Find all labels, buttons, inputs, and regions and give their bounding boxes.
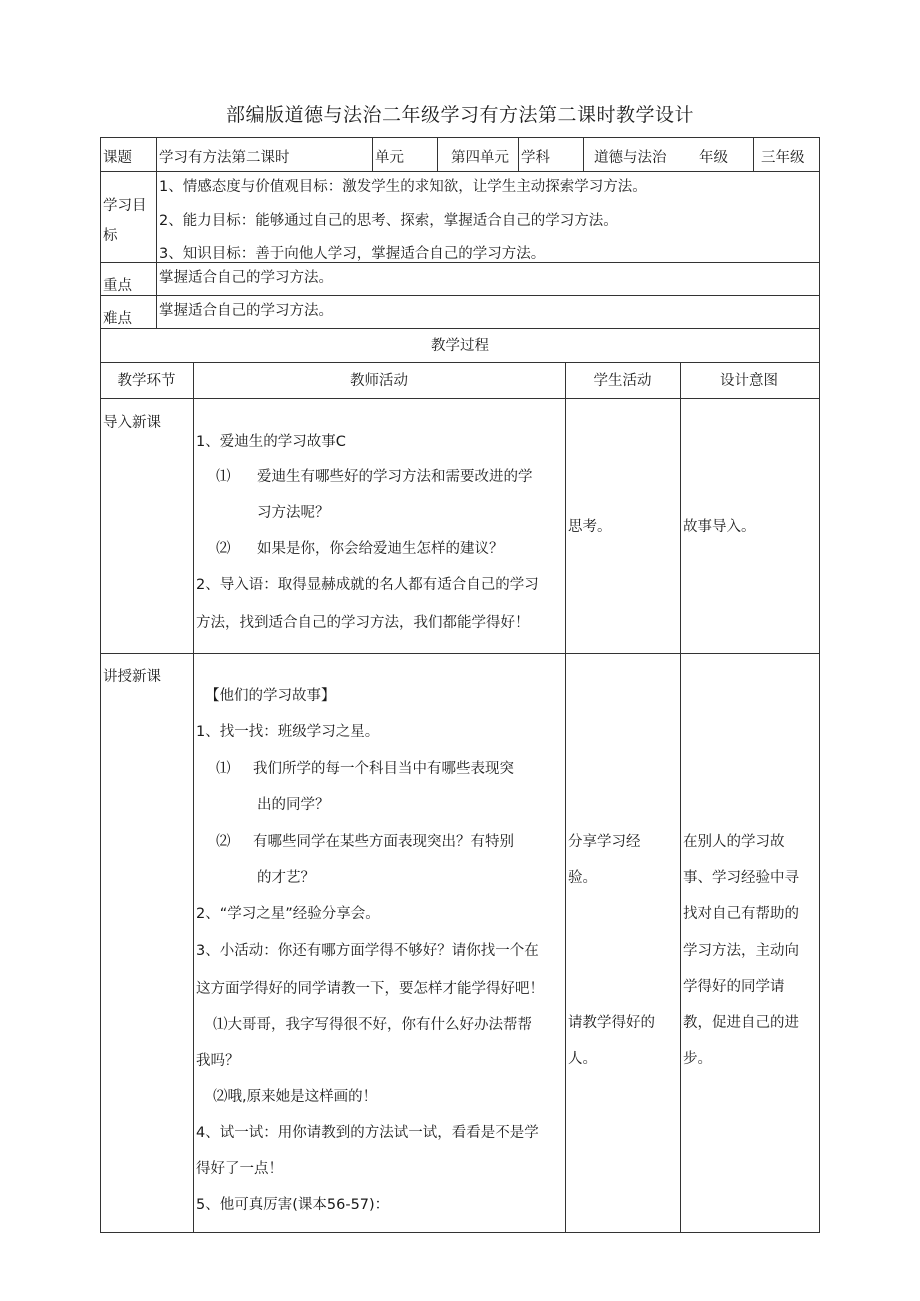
row-divider bbox=[100, 171, 820, 172]
col-divider bbox=[437, 137, 438, 172]
col-divider bbox=[680, 362, 681, 1232]
teacher-line: 习方法呢？ bbox=[257, 505, 330, 521]
row-divider bbox=[100, 295, 820, 296]
teacher-line: 1、爱迪生的学习故事C bbox=[196, 434, 346, 450]
teacher-line: 这方面学得好的同学请教一下，要怎样才能学得好吧！ bbox=[196, 981, 544, 997]
teacher-line: 3、小活动：你还有哪方面学得不够好？请你找一个在 bbox=[196, 943, 539, 959]
teacher-line: 有哪些同学在某些方面表现突出？有特别 bbox=[253, 834, 514, 850]
teacher-line: 方法，找到适合自己的学习方法，我们都能学得好！ bbox=[196, 615, 530, 631]
objectives-label: 标 bbox=[103, 228, 118, 244]
col-divider bbox=[518, 137, 519, 172]
column-header: 设计意图 bbox=[720, 373, 778, 389]
unit-value: 第四单元 bbox=[451, 150, 509, 166]
teacher-line: ⑴大哥哥，我字写得很不好，你有什么好办法帮帮 bbox=[213, 1017, 532, 1033]
design-intent: 教，促进自己的进 bbox=[683, 1015, 799, 1031]
objective-item: 1、情感态度与价值观目标：激发学生的求知欲，让学生主动探索学习方法。 bbox=[159, 179, 647, 195]
design-intent: 找对自己有帮助的 bbox=[683, 906, 799, 922]
column-header: 学生活动 bbox=[593, 373, 652, 389]
col-divider bbox=[583, 137, 584, 172]
key-point-label: 重点 bbox=[103, 278, 132, 294]
col-divider bbox=[753, 137, 754, 172]
teacher-line: 得好了一点！ bbox=[196, 1161, 283, 1177]
difficulty-value: 掌握适合自己的学习方法。 bbox=[159, 303, 333, 319]
col-divider bbox=[193, 362, 194, 1232]
process-heading: 教学过程 bbox=[431, 338, 489, 354]
row-divider bbox=[100, 328, 820, 329]
design-intent: 事、学习经验中寻 bbox=[683, 870, 799, 886]
grade-label: 年级 bbox=[699, 150, 728, 166]
stage-label: 讲授新课 bbox=[103, 669, 161, 685]
teacher-line: 爱迪生有哪些好的学习方法和需要改进的学 bbox=[257, 469, 533, 485]
row-divider bbox=[100, 398, 820, 399]
objective-item: 2、能力目标：能够通过自己的思考、探索，掌握适合自己的学习方法。 bbox=[159, 213, 618, 229]
column-header: 教学环节 bbox=[117, 373, 176, 389]
teacher-line: 的才艺？ bbox=[257, 870, 315, 886]
objective-item: 3、知识目标：善于向他人学习，掌握适合自己的学习方法。 bbox=[159, 246, 546, 262]
student-activity: 请教学得好的 bbox=[568, 1015, 655, 1031]
course-value: 学习有方法第二课时 bbox=[159, 150, 290, 166]
teacher-line: 4、试一试：用你请教到的方法试一试，看看是不是学 bbox=[196, 1125, 539, 1141]
student-activity: 分享学习经 bbox=[568, 834, 641, 850]
teacher-line: ⑵ bbox=[216, 834, 231, 850]
teacher-line: ⑴ bbox=[216, 761, 231, 777]
grade-value: 三年级 bbox=[761, 150, 805, 166]
teacher-line: 【他们的学习故事】 bbox=[205, 688, 336, 704]
teacher-line: 我吗？ bbox=[196, 1053, 240, 1069]
stage-label: 导入新课 bbox=[103, 415, 161, 431]
teacher-line: 如果是你，你会给爱迪生怎样的建议？ bbox=[257, 541, 504, 557]
col-divider bbox=[372, 137, 373, 172]
teacher-line: ⑵哦,原来她是这样画的！ bbox=[213, 1089, 378, 1105]
course-label: 课题 bbox=[103, 150, 132, 166]
teacher-line: ⑵ bbox=[216, 541, 231, 557]
teacher-line: 2、“学习之星”经验分享会。 bbox=[196, 906, 380, 922]
key-point-value: 掌握适合自己的学习方法。 bbox=[159, 270, 333, 286]
row-divider bbox=[100, 262, 820, 263]
design-intent: 故事导入。 bbox=[683, 519, 756, 535]
objectives-label: 学习目 bbox=[103, 198, 147, 214]
col-divider bbox=[565, 362, 566, 1232]
difficulty-label: 难点 bbox=[103, 311, 132, 327]
design-intent: 学得好的同学请 bbox=[683, 979, 785, 995]
student-activity: 思考。 bbox=[568, 519, 612, 535]
design-intent: 学习方法，主动向 bbox=[683, 943, 799, 959]
design-intent: 在别人的学习故 bbox=[683, 834, 785, 850]
design-intent: 步。 bbox=[683, 1051, 712, 1067]
student-activity: 验。 bbox=[568, 870, 597, 886]
teacher-line: ⑴ bbox=[216, 469, 231, 485]
teacher-line: 1、找一找：班级学习之星。 bbox=[196, 724, 380, 740]
document-title: 部编版道德与法治二年级学习有方法第二课时教学设计 bbox=[225, 104, 694, 126]
student-activity: 人。 bbox=[568, 1051, 597, 1067]
col-divider bbox=[156, 171, 157, 329]
col-divider bbox=[156, 137, 157, 172]
row-divider bbox=[100, 653, 820, 654]
teacher-line: 出的同学？ bbox=[257, 797, 330, 813]
unit-label: 单元 bbox=[375, 150, 404, 166]
teacher-line: 5、他可真厉害(课本56-57)： bbox=[196, 1197, 390, 1213]
teacher-line: 我们所学的每一个科目当中有哪些表现突 bbox=[253, 761, 514, 777]
subject-label: 学科 bbox=[521, 150, 550, 166]
row-divider bbox=[100, 362, 820, 363]
subject-value: 道德与法治 bbox=[594, 150, 667, 166]
teacher-line: 2、导入语：取得显赫成就的名人都有适合自己的学习 bbox=[196, 577, 539, 593]
column-header: 教师活动 bbox=[350, 373, 408, 389]
